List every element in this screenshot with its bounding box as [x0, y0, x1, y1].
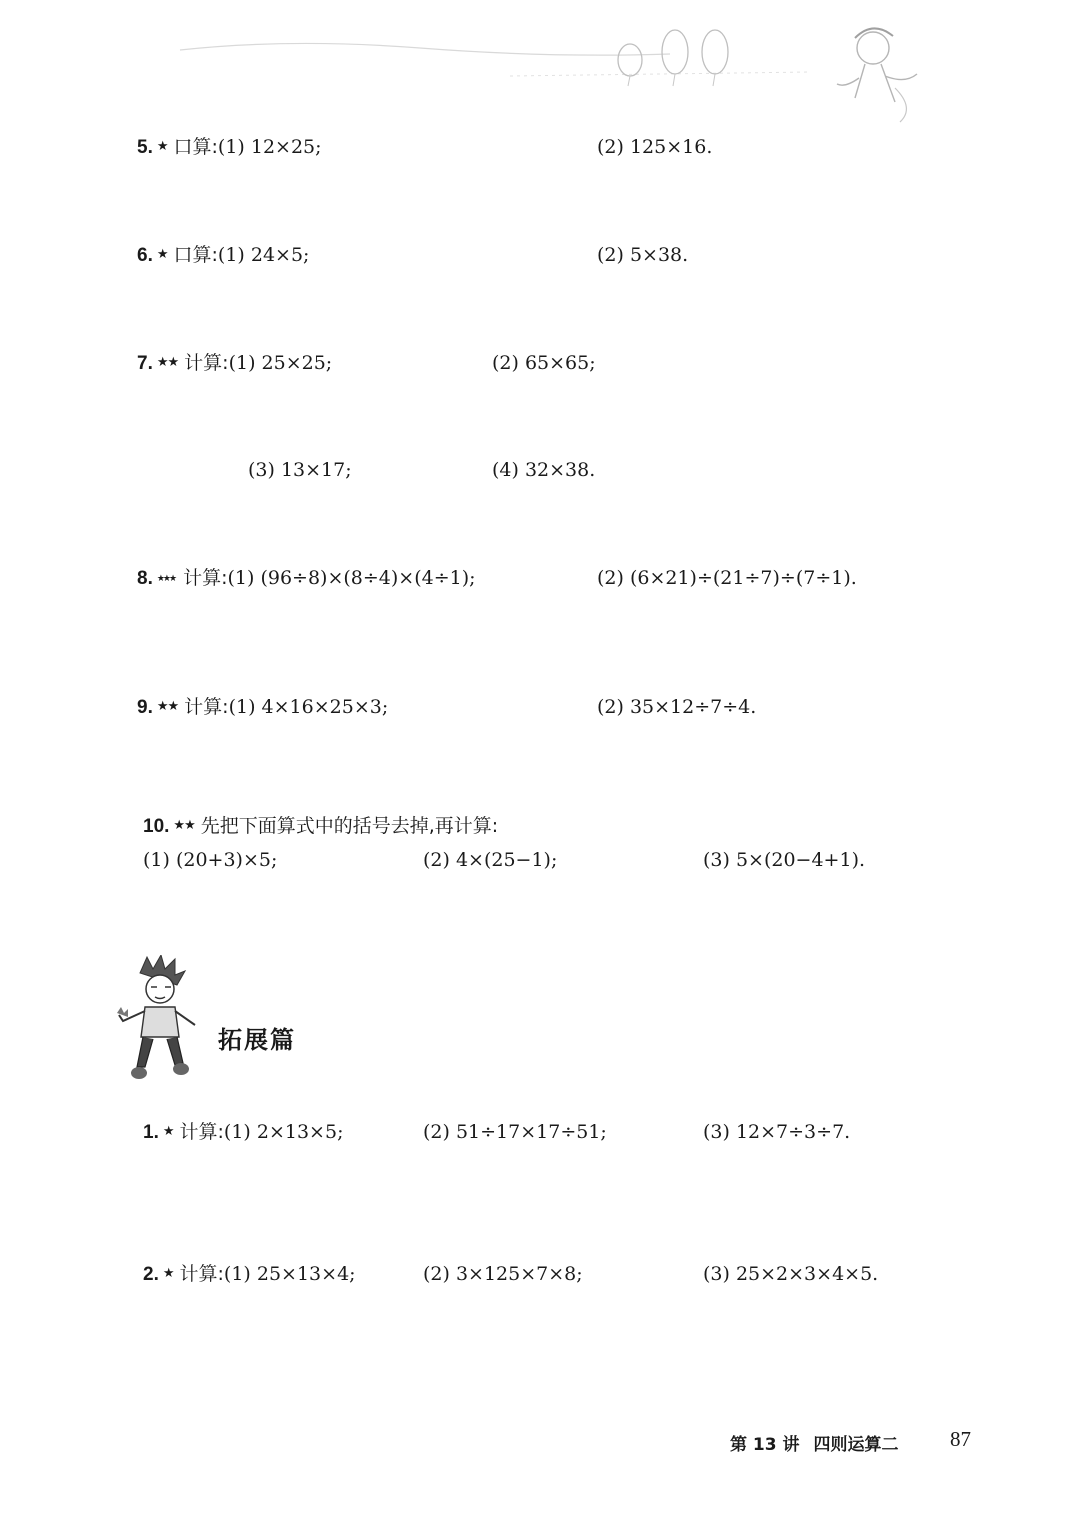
sub-question: (2) 125×16. — [597, 136, 713, 158]
lecture-number: 第 13 讲 — [730, 1435, 800, 1455]
sub-question: (1) 25×13×4; — [223, 1263, 356, 1285]
sub-question: (2) 35×12÷7÷4. — [597, 696, 757, 718]
problem-6 — [137, 246, 309, 265]
sub-question: (2) 5×38. — [597, 244, 689, 266]
sub-question: (1) (96÷8)×(8÷4)×(4÷1); — [227, 567, 476, 589]
problem-number: 6. — [137, 245, 153, 266]
lecture-topic: 四则运算二 — [813, 1435, 899, 1455]
difficulty-star-icon: ★ — [156, 139, 168, 154]
problem-label: 先把下面算式中的括号去掉,再计算: — [200, 815, 499, 837]
difficulty-star-icon: ★★★ — [156, 574, 176, 584]
sub-question: (1) 25×25; — [228, 352, 333, 374]
problem-number: 10. — [143, 816, 170, 837]
sub-question: (3) 12×7÷3÷7. — [703, 1121, 851, 1143]
difficulty-star-icon: ★ — [156, 247, 168, 262]
sub-question: (3) 25×2×3×4×5. — [703, 1263, 879, 1285]
problem-label: 口算: — [173, 136, 218, 158]
problem-number: 5. — [137, 137, 153, 158]
problem-number: 8. — [137, 568, 153, 589]
problem-number: 1. — [143, 1122, 159, 1143]
sub-question: (1) 4×16×25×3; — [228, 696, 389, 718]
difficulty-star-icon: ★ — [162, 1266, 174, 1281]
sub-question: (1) (20+3)×5; — [143, 849, 278, 871]
problem-5 — [137, 138, 322, 157]
extension-problem-1 — [143, 1123, 343, 1142]
page-footer — [730, 1430, 899, 1455]
problem-9 — [137, 698, 388, 717]
sub-question: (2) (6×21)÷(21÷7)÷(7÷1). — [597, 567, 857, 589]
difficulty-star-icon: ★★ — [173, 818, 195, 833]
sub-question: (2) 65×65; — [492, 352, 596, 374]
problem-label: 计算: — [183, 567, 228, 589]
section-title: 拓展篇 — [218, 1026, 296, 1054]
problem-number: 2. — [143, 1264, 159, 1285]
sub-question: (3) 5×(20−4+1). — [703, 849, 866, 871]
problem-number: 7. — [137, 353, 153, 374]
sub-question: (2) 51÷17×17÷51; — [423, 1121, 607, 1143]
problem-label: 口算: — [173, 244, 218, 266]
difficulty-star-icon: ★★ — [156, 355, 179, 370]
sub-question: (1) 2×13×5; — [223, 1121, 344, 1143]
extension-problem-2 — [143, 1265, 356, 1284]
difficulty-star-icon: ★★ — [156, 699, 179, 714]
problem-label: 计算: — [179, 1121, 224, 1143]
sub-question: (3) 13×17; — [248, 459, 352, 481]
problem-7 — [137, 354, 332, 373]
mascot-boy-icon — [115, 955, 205, 1090]
problem-10 — [143, 817, 498, 836]
balloons-decoration-icon — [170, 20, 810, 90]
problem-label: 计算: — [179, 1263, 224, 1285]
flying-character-icon — [825, 18, 925, 128]
sub-question: (2) 4×(25−1); — [423, 849, 558, 871]
problem-label: 计算: — [184, 352, 229, 374]
page-number: 87 — [950, 1427, 971, 1451]
problem-8 — [137, 569, 476, 588]
sub-question: (1) 24×5; — [217, 244, 310, 266]
difficulty-star-icon: ★ — [162, 1124, 174, 1139]
sub-question: (2) 3×125×7×8; — [423, 1263, 583, 1285]
problem-number: 9. — [137, 697, 153, 718]
sub-question: (4) 32×38. — [492, 459, 596, 481]
problem-label: 计算: — [184, 696, 229, 718]
sub-question: (1) 12×25; — [217, 136, 322, 158]
